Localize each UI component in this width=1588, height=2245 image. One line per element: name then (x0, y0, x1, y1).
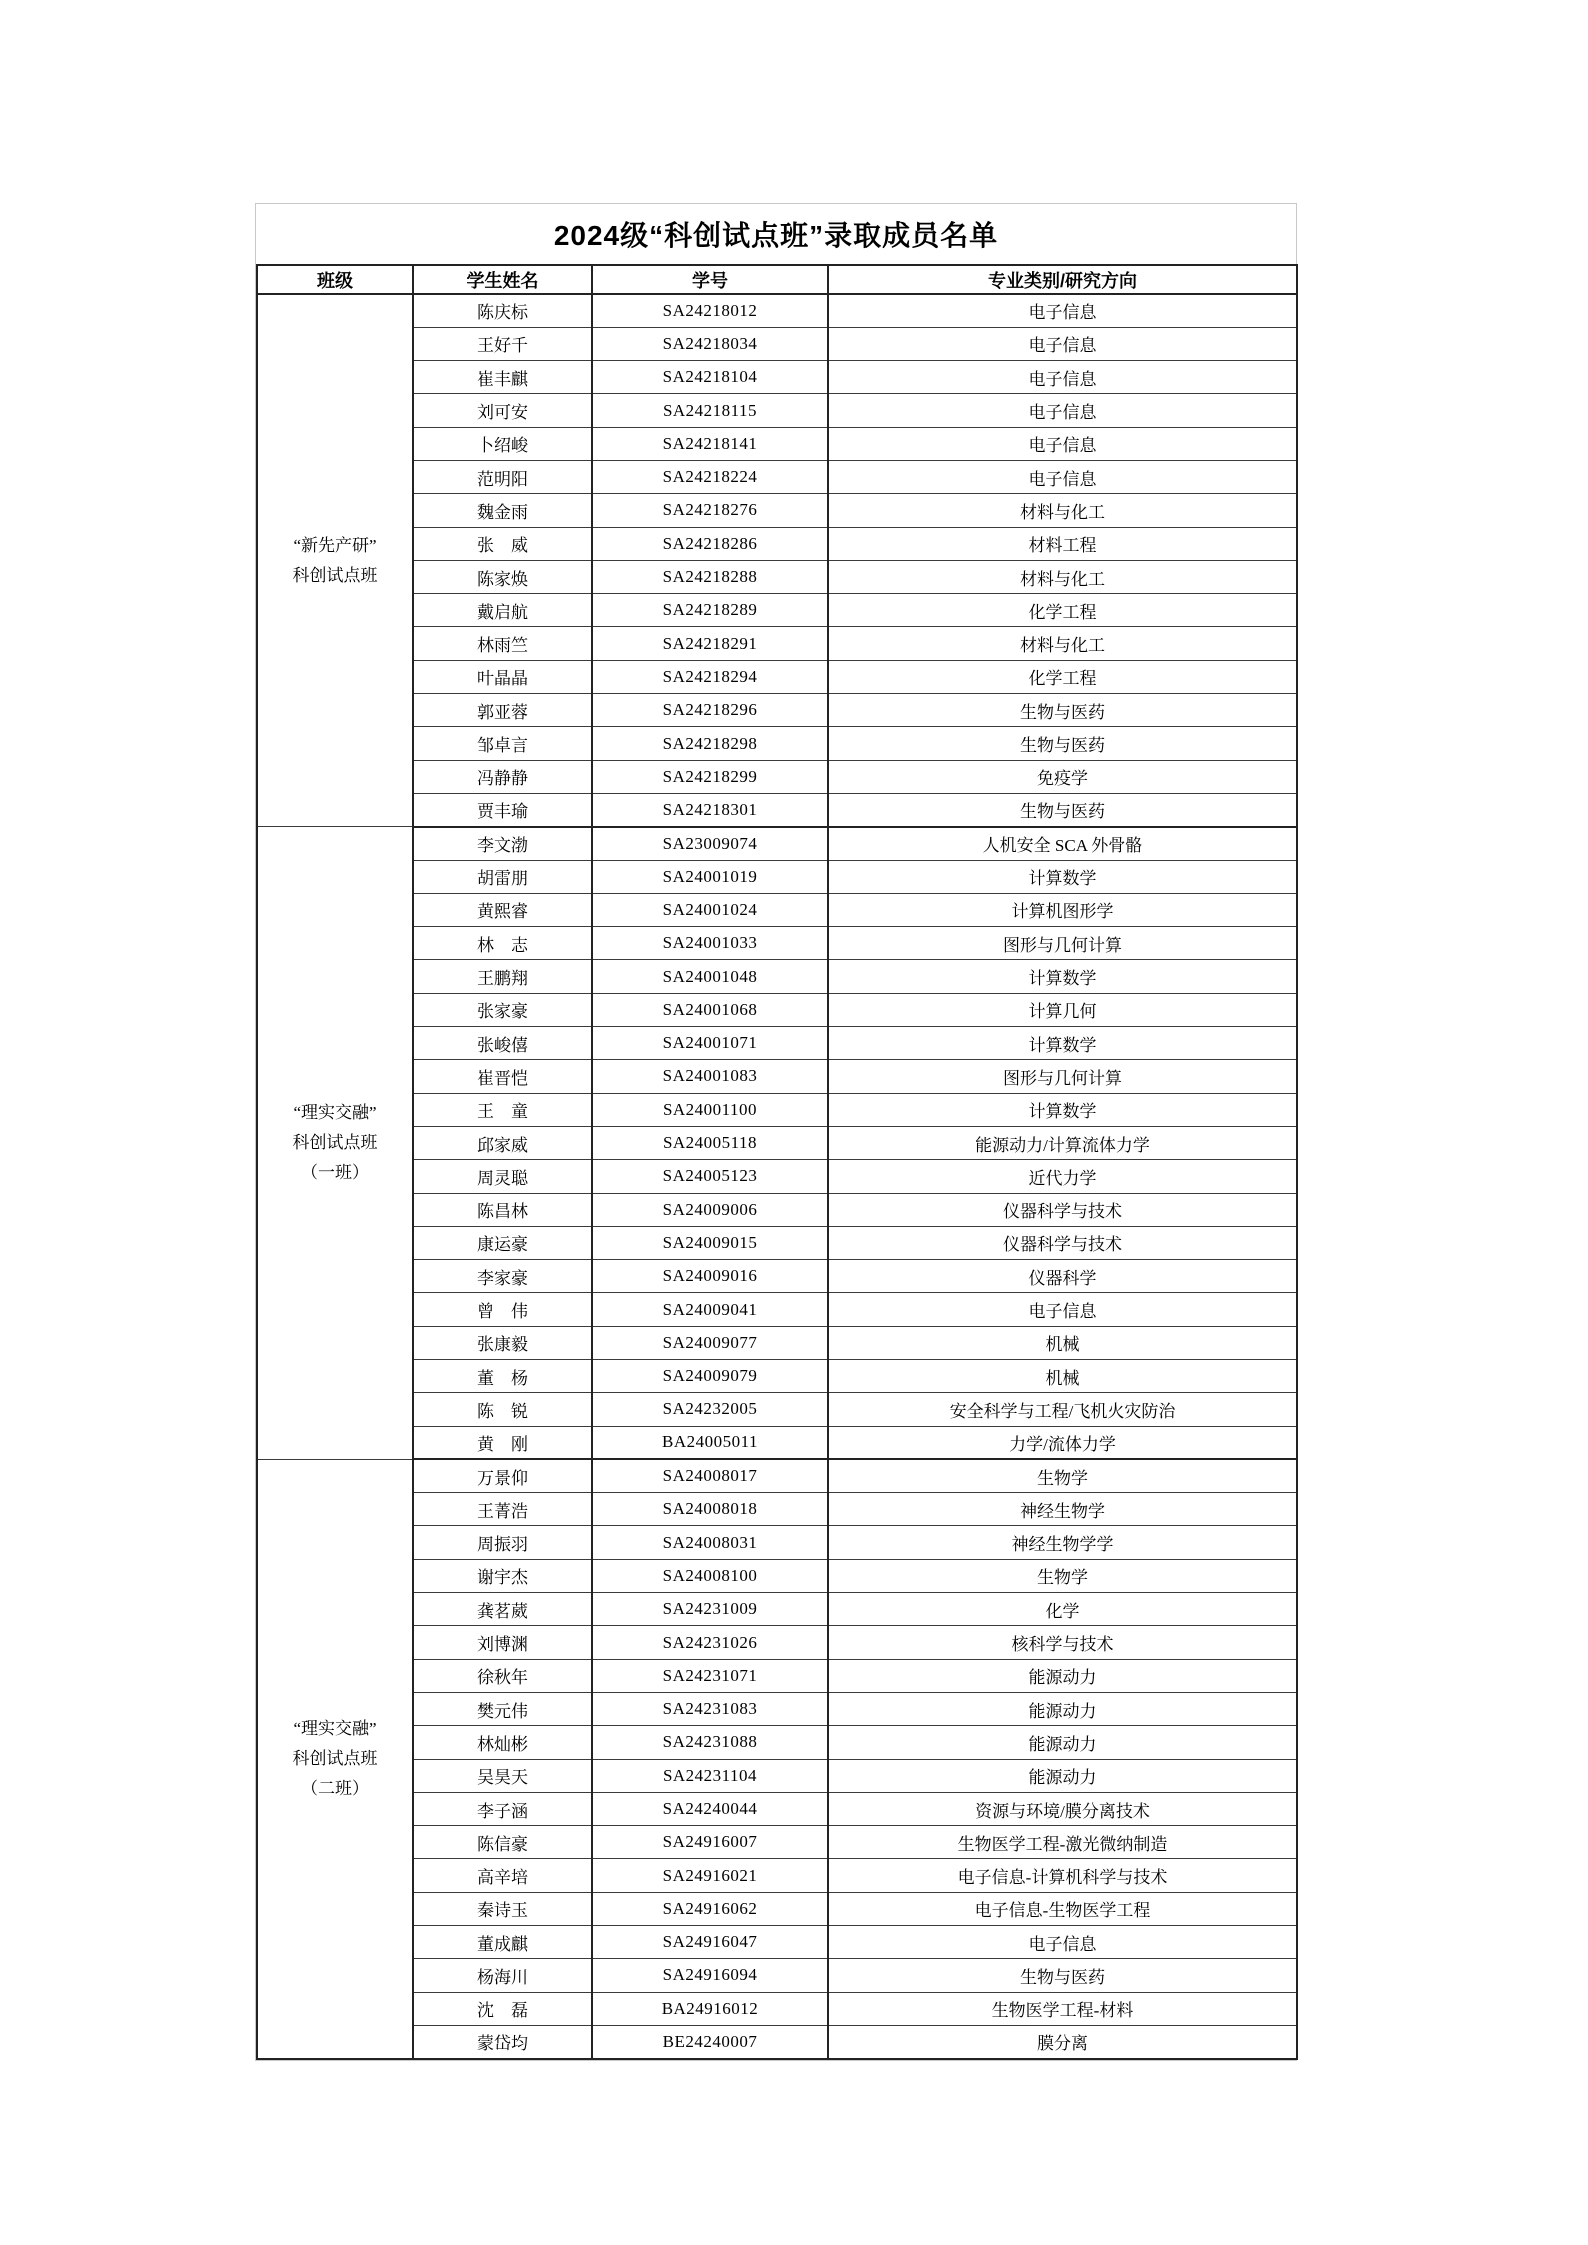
student-name-cell: 戴启航 (413, 594, 592, 627)
student-id-cell: SA24001071 (592, 1027, 828, 1060)
major-cell: 仪器科学 (828, 1260, 1297, 1293)
major-cell: 生物与医药 (828, 727, 1297, 760)
student-id-cell: SA24218224 (592, 460, 828, 493)
col-header-class: 班级 (257, 265, 413, 294)
major-cell: 免疫学 (828, 760, 1297, 793)
table-row (257, 1659, 1297, 1692)
student-id-cell: SA24005118 (592, 1126, 828, 1159)
table-row (257, 361, 1297, 394)
major-cell: 核科学与技术 (828, 1626, 1297, 1659)
student-name-cell: 徐秋年 (413, 1659, 592, 1692)
roster-table (256, 264, 1298, 2060)
major-cell: 材料与化工 (828, 560, 1297, 593)
table-row (257, 327, 1297, 360)
major-cell: 生物与医药 (828, 793, 1297, 826)
table-row (257, 2025, 1297, 2058)
student-name-cell: 蒙岱均 (413, 2025, 592, 2058)
student-name-cell: 陈庆标 (413, 294, 592, 327)
table-row (257, 694, 1297, 727)
table-row (257, 1326, 1297, 1359)
table-row (257, 1060, 1297, 1093)
student-id-cell: SA24001048 (592, 960, 828, 993)
student-name-cell: 董成麒 (413, 1926, 592, 1959)
student-id-cell: SA24218289 (592, 594, 828, 627)
major-cell: 电子信息 (828, 460, 1297, 493)
student-id-cell: SA24916062 (592, 1892, 828, 1925)
major-cell: 电子信息 (828, 294, 1297, 327)
table-row (257, 1459, 1297, 1492)
student-name-cell: 郭亚蓉 (413, 694, 592, 727)
student-id-cell: SA24231009 (592, 1593, 828, 1626)
table-row (257, 993, 1297, 1026)
major-cell: 电子信息 (828, 394, 1297, 427)
table-row (257, 1393, 1297, 1426)
student-id-cell: SA24218299 (592, 760, 828, 793)
student-id-cell: SA24218115 (592, 394, 828, 427)
student-id-cell: SA24001019 (592, 860, 828, 893)
student-name-cell: 康运豪 (413, 1226, 592, 1259)
student-name-cell: 林灿彬 (413, 1726, 592, 1759)
table-row (257, 560, 1297, 593)
student-name-cell: 樊元伟 (413, 1692, 592, 1725)
major-cell: 生物与医药 (828, 1959, 1297, 1992)
major-cell: 电子信息 (828, 327, 1297, 360)
student-name-cell: 卜绍峻 (413, 427, 592, 460)
student-name-cell: 李家豪 (413, 1260, 592, 1293)
class-label-cell (257, 827, 413, 1460)
student-id-cell: SA24009041 (592, 1293, 828, 1326)
student-id-cell: SA24218034 (592, 327, 828, 360)
student-name-cell: 张家豪 (413, 993, 592, 1026)
major-cell: 计算几何 (828, 993, 1297, 1026)
student-id-cell: SA24916094 (592, 1959, 828, 1992)
student-name-cell: 王 童 (413, 1093, 592, 1126)
student-name-cell: 陈信豪 (413, 1826, 592, 1859)
table-row (257, 527, 1297, 560)
student-id-cell: SA24218141 (592, 427, 828, 460)
student-name-cell: 邹卓言 (413, 727, 592, 760)
student-id-cell: SA24005123 (592, 1160, 828, 1193)
major-cell: 计算数学 (828, 1027, 1297, 1060)
table-row (257, 1559, 1297, 1592)
col-header-student-id: 学号 (592, 265, 828, 294)
student-name-cell: 杨海川 (413, 1959, 592, 1992)
table-row (257, 1759, 1297, 1792)
student-name-cell: 张 威 (413, 527, 592, 560)
major-cell: 电子信息 (828, 1926, 1297, 1959)
student-id-cell: SA24218286 (592, 527, 828, 560)
table-row (257, 294, 1297, 327)
student-name-cell: 吴昊天 (413, 1759, 592, 1792)
student-name-cell: 张峻僖 (413, 1027, 592, 1060)
major-cell: 电子信息-计算机科学与技术 (828, 1859, 1297, 1892)
major-cell: 图形与几何计算 (828, 1060, 1297, 1093)
table-row (257, 1792, 1297, 1825)
major-cell: 机械 (828, 1326, 1297, 1359)
table-row (257, 1692, 1297, 1725)
table-row (257, 1593, 1297, 1626)
student-name-cell: 王菁浩 (413, 1493, 592, 1526)
student-name-cell: 王好千 (413, 327, 592, 360)
major-cell: 化学工程 (828, 594, 1297, 627)
class-label-line: 科创试点班 (292, 1133, 378, 1153)
table-row (257, 1926, 1297, 1959)
table-row (257, 1093, 1297, 1126)
table-row (257, 1260, 1297, 1293)
student-id-cell: BA24005011 (592, 1426, 828, 1459)
table-row (257, 1992, 1297, 2025)
major-cell: 力学/流体力学 (828, 1426, 1297, 1459)
student-name-cell: 崔晋恺 (413, 1060, 592, 1093)
table-row (257, 1892, 1297, 1925)
page-title: 2024级“科创试点班”录取成员名单 (553, 220, 999, 251)
student-id-cell: SA24218276 (592, 494, 828, 527)
student-id-cell: SA24232005 (592, 1393, 828, 1426)
student-id-cell: SA24009015 (592, 1226, 828, 1259)
student-id-cell: SA24008100 (592, 1559, 828, 1592)
roster-frame (255, 203, 1297, 2061)
major-cell: 神经生物学 (828, 1493, 1297, 1526)
student-name-cell: 胡雷朋 (413, 860, 592, 893)
student-id-cell: SA24009079 (592, 1360, 828, 1393)
major-cell: 能源动力 (828, 1759, 1297, 1792)
major-cell: 安全科学与工程/飞机火灾防治 (828, 1393, 1297, 1426)
major-cell: 生物医学工程-材料 (828, 1992, 1297, 2025)
table-row (257, 827, 1297, 860)
student-name-cell: 陈家焕 (413, 560, 592, 593)
header-row (257, 265, 1297, 294)
major-cell: 生物与医药 (828, 694, 1297, 727)
major-cell: 计算数学 (828, 1093, 1297, 1126)
table-row (257, 1126, 1297, 1159)
student-name-cell: 李文渤 (413, 827, 592, 860)
student-name-cell: 刘博渊 (413, 1626, 592, 1659)
table-row (257, 1826, 1297, 1859)
major-cell: 化学工程 (828, 660, 1297, 693)
major-cell: 能源动力/计算流体力学 (828, 1126, 1297, 1159)
col-header-major: 专业类别/研究方向 (828, 265, 1297, 294)
major-cell: 图形与几何计算 (828, 927, 1297, 960)
major-cell: 电子信息 (828, 1293, 1297, 1326)
major-cell: 神经生物学学 (828, 1526, 1297, 1559)
table-row (257, 760, 1297, 793)
table-row (257, 1193, 1297, 1226)
student-id-cell: SA24001033 (592, 927, 828, 960)
major-cell: 生物学 (828, 1459, 1297, 1492)
major-cell: 人机安全 SCA 外骨骼 (828, 827, 1297, 860)
student-name-cell: 林雨竺 (413, 627, 592, 660)
table-row (257, 1526, 1297, 1559)
student-name-cell: 林 志 (413, 927, 592, 960)
student-name-cell: 黄熙睿 (413, 893, 592, 926)
table-row (257, 960, 1297, 993)
class-label-cell (257, 294, 413, 827)
major-cell: 计算数学 (828, 960, 1297, 993)
table-row (257, 594, 1297, 627)
student-name-cell: 周振羽 (413, 1526, 592, 1559)
class-label-line: “理实交融” (293, 1103, 377, 1123)
major-cell: 能源动力 (828, 1692, 1297, 1725)
table-row (257, 927, 1297, 960)
student-id-cell: SA24916007 (592, 1826, 828, 1859)
student-id-cell: SA24218296 (592, 694, 828, 727)
table-row (257, 1493, 1297, 1526)
table-row (257, 1426, 1297, 1459)
major-cell: 生物学 (828, 1559, 1297, 1592)
student-id-cell: SA24218294 (592, 660, 828, 693)
student-name-cell: 曾 伟 (413, 1293, 592, 1326)
major-cell: 仪器科学与技术 (828, 1226, 1297, 1259)
major-cell: 近代力学 (828, 1160, 1297, 1193)
major-cell: 计算数学 (828, 860, 1297, 893)
table-row (257, 660, 1297, 693)
student-id-cell: SA24008018 (592, 1493, 828, 1526)
class-label-line: “理实交融” (293, 1718, 377, 1738)
major-cell: 能源动力 (828, 1726, 1297, 1759)
major-cell: 计算机图形学 (828, 893, 1297, 926)
student-id-cell: SA24218301 (592, 793, 828, 826)
student-id-cell: SA24916047 (592, 1926, 828, 1959)
table-row (257, 727, 1297, 760)
major-cell: 机械 (828, 1360, 1297, 1393)
table-row (257, 460, 1297, 493)
table-row (257, 394, 1297, 427)
student-name-cell: 李子涵 (413, 1792, 592, 1825)
student-id-cell: SA24001024 (592, 893, 828, 926)
student-name-cell: 秦诗玉 (413, 1892, 592, 1925)
major-cell: 资源与环境/膜分离技术 (828, 1792, 1297, 1825)
student-name-cell: 崔丰麒 (413, 361, 592, 394)
table-row (257, 1859, 1297, 1892)
class-label-cell (257, 1459, 413, 2058)
major-cell: 生物医学工程-激光微纳制造 (828, 1826, 1297, 1859)
student-name-cell: 叶晶晶 (413, 660, 592, 693)
student-name-cell: 沈 磊 (413, 1992, 592, 2025)
student-id-cell: SA24218012 (592, 294, 828, 327)
student-name-cell: 陈昌林 (413, 1193, 592, 1226)
table-row (257, 1726, 1297, 1759)
major-cell: 电子信息 (828, 427, 1297, 460)
class-label-line: “新先产研” (293, 535, 377, 555)
student-id-cell: SA24231083 (592, 1692, 828, 1725)
table-row (257, 893, 1297, 926)
major-cell: 膜分离 (828, 2025, 1297, 2058)
table-row (257, 1027, 1297, 1060)
student-id-cell: SA24009016 (592, 1260, 828, 1293)
student-name-cell: 邱家威 (413, 1126, 592, 1159)
class-label-line: （一班） (301, 1163, 369, 1183)
table-row (257, 1959, 1297, 1992)
student-id-cell: SA24009077 (592, 1326, 828, 1359)
major-cell: 仪器科学与技术 (828, 1193, 1297, 1226)
table-row (257, 427, 1297, 460)
table-row (257, 1626, 1297, 1659)
student-id-cell: SA24218291 (592, 627, 828, 660)
major-cell: 材料与化工 (828, 627, 1297, 660)
student-id-cell: SA24240044 (592, 1792, 828, 1825)
student-id-cell: SA24009006 (592, 1193, 828, 1226)
student-id-cell: SA24231104 (592, 1759, 828, 1792)
student-id-cell: SA24001083 (592, 1060, 828, 1093)
major-cell: 能源动力 (828, 1659, 1297, 1692)
student-name-cell: 万景仰 (413, 1459, 592, 1492)
student-id-cell: SA24231088 (592, 1726, 828, 1759)
student-id-cell: SA24231071 (592, 1659, 828, 1692)
major-cell: 材料与化工 (828, 494, 1297, 527)
student-name-cell: 陈 锐 (413, 1393, 592, 1426)
table-row (257, 494, 1297, 527)
student-name-cell: 黄 刚 (413, 1426, 592, 1459)
class-label-line: 科创试点班 (292, 565, 378, 585)
student-name-cell: 贾丰瑜 (413, 793, 592, 826)
major-cell: 化学 (828, 1593, 1297, 1626)
table-row (257, 1160, 1297, 1193)
student-id-cell: SA24001100 (592, 1093, 828, 1126)
student-name-cell: 高辛培 (413, 1859, 592, 1892)
student-name-cell: 魏金雨 (413, 494, 592, 527)
table-row (257, 1226, 1297, 1259)
major-cell: 电子信息 (828, 361, 1297, 394)
table-row (257, 1293, 1297, 1326)
class-label-line: 科创试点班 (292, 1748, 378, 1768)
student-id-cell: BE24240007 (592, 2025, 828, 2058)
student-id-cell: SA24001068 (592, 993, 828, 1026)
student-id-cell: SA24008017 (592, 1459, 828, 1492)
student-id-cell: SA24218104 (592, 361, 828, 394)
table-row (257, 1360, 1297, 1393)
student-name-cell: 龚茗葳 (413, 1593, 592, 1626)
student-name-cell: 周灵聪 (413, 1160, 592, 1193)
student-id-cell: SA23009074 (592, 827, 828, 860)
student-name-cell: 王鹏翔 (413, 960, 592, 993)
table-row (257, 860, 1297, 893)
student-id-cell: SA24218288 (592, 560, 828, 593)
student-id-cell: SA24231026 (592, 1626, 828, 1659)
student-name-cell: 谢宇杰 (413, 1559, 592, 1592)
student-id-cell: SA24916021 (592, 1859, 828, 1892)
student-id-cell: SA24218298 (592, 727, 828, 760)
class-label-line: （二班） (301, 1778, 369, 1798)
student-id-cell: SA24008031 (592, 1526, 828, 1559)
student-name-cell: 范明阳 (413, 460, 592, 493)
student-name-cell: 刘可安 (413, 394, 592, 427)
table-row (257, 793, 1297, 826)
major-cell: 电子信息-生物医学工程 (828, 1892, 1297, 1925)
table-row (257, 627, 1297, 660)
student-name-cell: 董 杨 (413, 1360, 592, 1393)
col-header-student-name: 学生姓名 (413, 265, 592, 294)
student-name-cell: 张康毅 (413, 1326, 592, 1359)
student-id-cell: BA24916012 (592, 1992, 828, 2025)
student-name-cell: 冯静静 (413, 760, 592, 793)
major-cell: 材料工程 (828, 527, 1297, 560)
